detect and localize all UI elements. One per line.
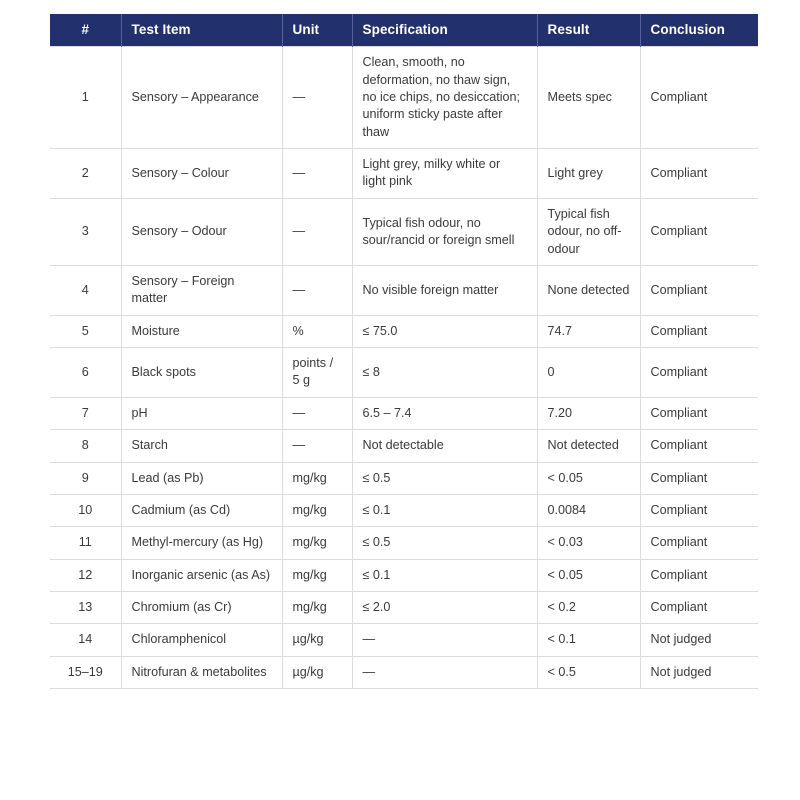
cell-item: Methyl-mercury (as Hg) xyxy=(121,527,282,559)
cell-spec: 6.5 – 7.4 xyxy=(352,397,537,429)
cell-conclusion: Compliant xyxy=(640,462,758,494)
table-row xyxy=(50,397,758,429)
table-row xyxy=(50,149,758,199)
test-report-table xyxy=(50,14,758,689)
cell-conclusion: Compliant xyxy=(640,397,758,429)
cell-item: Cadmium (as Cd) xyxy=(121,494,282,526)
table-row xyxy=(50,198,758,265)
cell-conclusion: Compliant xyxy=(640,47,758,149)
cell-item: Sensory – Appearance xyxy=(121,47,282,149)
cell-unit: — xyxy=(282,397,352,429)
cell-item: Lead (as Pb) xyxy=(121,462,282,494)
cell-result: < 0.5 xyxy=(537,656,640,688)
table-row xyxy=(50,348,758,398)
cell-spec: Light grey, milky white or light pink xyxy=(352,149,537,199)
cell-result: Meets spec xyxy=(537,47,640,149)
cell-result: Light grey xyxy=(537,149,640,199)
cell-spec: — xyxy=(352,656,537,688)
cell-num: 6 xyxy=(50,348,121,398)
cell-unit: mg/kg xyxy=(282,462,352,494)
table-header xyxy=(50,14,758,47)
cell-num: 13 xyxy=(50,592,121,624)
cell-num: 1 xyxy=(50,47,121,149)
column-header-unit[interactable]: Unit xyxy=(282,14,352,47)
cell-item: Starch xyxy=(121,430,282,462)
cell-unit: — xyxy=(282,430,352,462)
table-row xyxy=(50,315,758,347)
cell-result: None detected xyxy=(537,265,640,315)
cell-result: < 0.05 xyxy=(537,462,640,494)
cell-unit: µg/kg xyxy=(282,624,352,656)
cell-item: Sensory – Foreign matter xyxy=(121,265,282,315)
cell-unit: mg/kg xyxy=(282,527,352,559)
cell-unit: µg/kg xyxy=(282,656,352,688)
cell-unit: — xyxy=(282,198,352,265)
cell-conclusion: Compliant xyxy=(640,494,758,526)
cell-spec: — xyxy=(352,624,537,656)
table-header-row xyxy=(50,14,758,47)
cell-item: Chloramphenicol xyxy=(121,624,282,656)
cell-item: pH xyxy=(121,397,282,429)
cell-conclusion: Compliant xyxy=(640,559,758,591)
column-header-test-item[interactable]: Test Item xyxy=(121,14,282,47)
cell-result: < 0.1 xyxy=(537,624,640,656)
cell-item: Sensory – Odour xyxy=(121,198,282,265)
cell-conclusion: Compliant xyxy=(640,592,758,624)
cell-unit: — xyxy=(282,47,352,149)
cell-conclusion: Compliant xyxy=(640,430,758,462)
cell-num: 9 xyxy=(50,462,121,494)
cell-conclusion: Compliant xyxy=(640,348,758,398)
cell-num: 4 xyxy=(50,265,121,315)
cell-unit: mg/kg xyxy=(282,592,352,624)
cell-num: 12 xyxy=(50,559,121,591)
cell-unit: points / 5 g xyxy=(282,348,352,398)
cell-conclusion: Compliant xyxy=(640,315,758,347)
cell-result: 0.0084 xyxy=(537,494,640,526)
table-row xyxy=(50,527,758,559)
cell-item: Inorganic arsenic (as As) xyxy=(121,559,282,591)
table-row xyxy=(50,47,758,149)
table-row xyxy=(50,462,758,494)
cell-num: 15–19 xyxy=(50,656,121,688)
test-report-table-container xyxy=(50,14,758,689)
cell-num: 2 xyxy=(50,149,121,199)
cell-item: Black spots xyxy=(121,348,282,398)
cell-num: 5 xyxy=(50,315,121,347)
cell-result: 7.20 xyxy=(537,397,640,429)
cell-spec: ≤ 0.1 xyxy=(352,494,537,526)
cell-item: Sensory – Colour xyxy=(121,149,282,199)
cell-num: 8 xyxy=(50,430,121,462)
table-row xyxy=(50,559,758,591)
cell-spec: ≤ 0.5 xyxy=(352,527,537,559)
cell-item: Moisture xyxy=(121,315,282,347)
table-row xyxy=(50,494,758,526)
table-row xyxy=(50,656,758,688)
cell-result: Not detected xyxy=(537,430,640,462)
cell-spec: Not detectable xyxy=(352,430,537,462)
cell-conclusion: Compliant xyxy=(640,198,758,265)
cell-unit: — xyxy=(282,265,352,315)
cell-result: < 0.05 xyxy=(537,559,640,591)
table-row xyxy=(50,265,758,315)
column-header-result[interactable]: Result xyxy=(537,14,640,47)
cell-item: Nitrofuran & metabolites xyxy=(121,656,282,688)
cell-unit: % xyxy=(282,315,352,347)
cell-conclusion: Compliant xyxy=(640,527,758,559)
cell-item: Chromium (as Cr) xyxy=(121,592,282,624)
cell-spec: ≤ 0.5 xyxy=(352,462,537,494)
cell-result: < 0.03 xyxy=(537,527,640,559)
cell-spec: ≤ 2.0 xyxy=(352,592,537,624)
cell-num: 14 xyxy=(50,624,121,656)
cell-spec: ≤ 75.0 xyxy=(352,315,537,347)
cell-num: 11 xyxy=(50,527,121,559)
cell-num: 3 xyxy=(50,198,121,265)
cell-unit: mg/kg xyxy=(282,559,352,591)
cell-conclusion: Compliant xyxy=(640,149,758,199)
table-row xyxy=(50,430,758,462)
cell-num: 7 xyxy=(50,397,121,429)
cell-conclusion: Compliant xyxy=(640,265,758,315)
table-row xyxy=(50,592,758,624)
cell-spec: Clean, smooth, no deformation, no thaw sign, no ice chips, no desiccation; uniform sticky paste after thaw xyxy=(352,47,537,149)
cell-conclusion: Not judged xyxy=(640,624,758,656)
cell-num: 10 xyxy=(50,494,121,526)
cell-result: 0 xyxy=(537,348,640,398)
cell-spec: ≤ 8 xyxy=(352,348,537,398)
column-header-number[interactable]: # xyxy=(50,14,121,47)
cell-result: < 0.2 xyxy=(537,592,640,624)
cell-unit: mg/kg xyxy=(282,494,352,526)
table-row xyxy=(50,624,758,656)
cell-result: 74.7 xyxy=(537,315,640,347)
cell-result: Typical fish odour, no off-odour xyxy=(537,198,640,265)
column-header-conclusion[interactable]: Conclusion xyxy=(640,14,758,47)
cell-spec: Typical fish odour, no sour/rancid or foreign smell xyxy=(352,198,537,265)
cell-spec: ≤ 0.1 xyxy=(352,559,537,591)
cell-conclusion: Not judged xyxy=(640,656,758,688)
cell-spec: No visible foreign matter xyxy=(352,265,537,315)
table-body xyxy=(50,47,758,689)
cell-unit: — xyxy=(282,149,352,199)
column-header-specification[interactable]: Specification xyxy=(352,14,537,47)
